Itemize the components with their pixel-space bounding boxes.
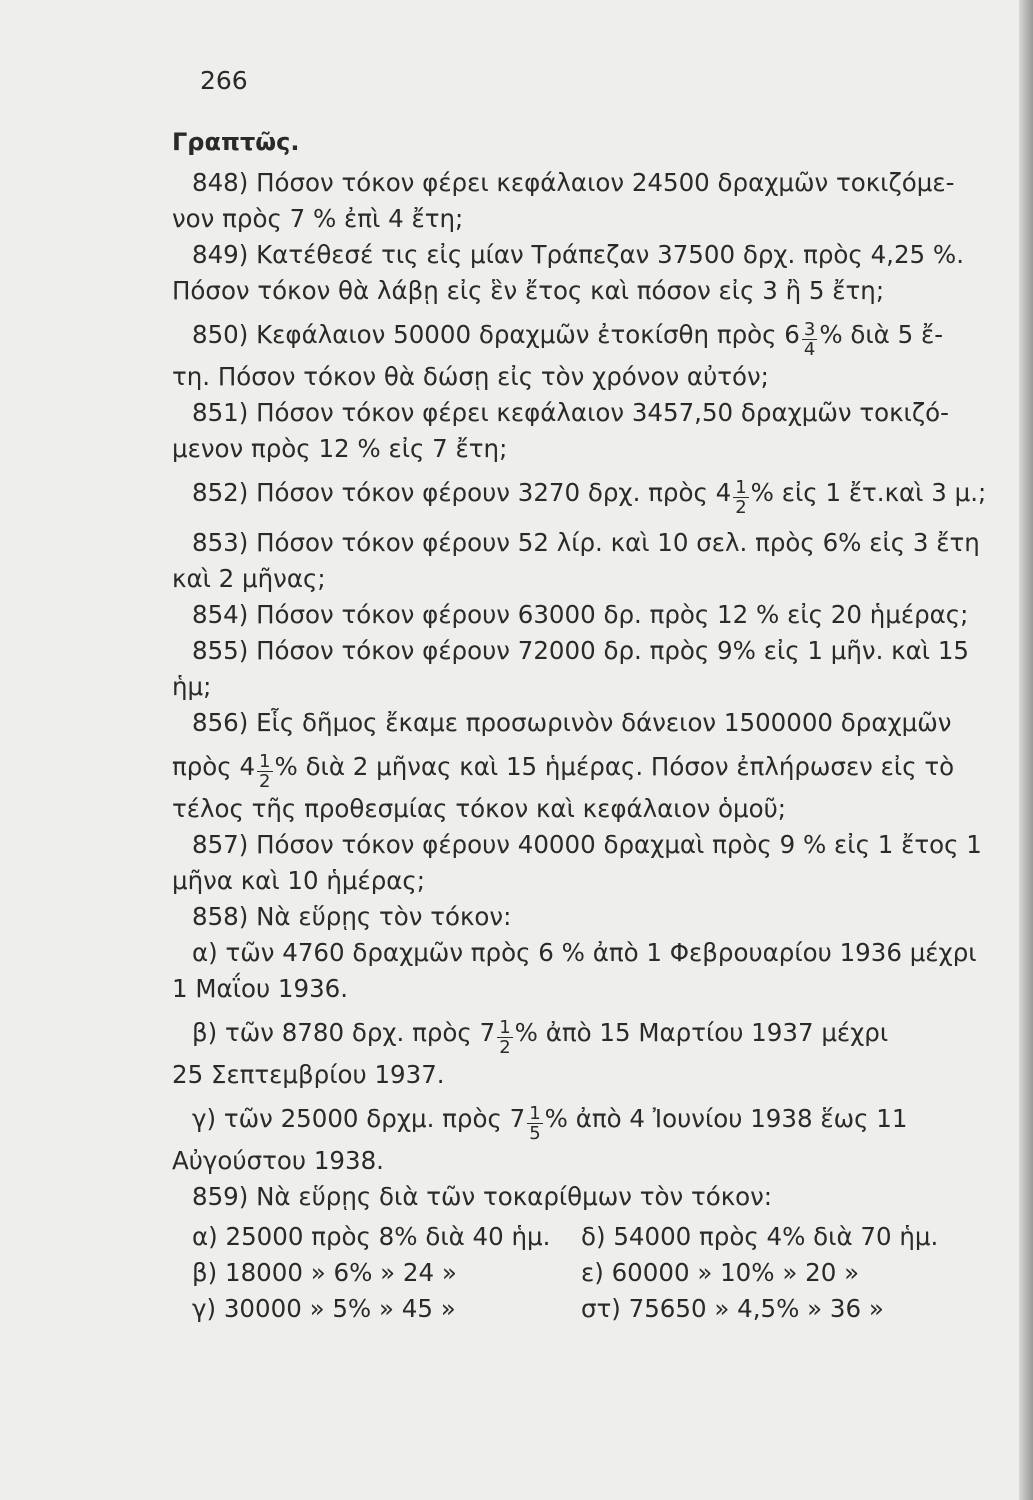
- fraction-one-fifth: $\frac{1}{5}$: [529, 1103, 541, 1144]
- fraction-one-half: $\frac{1}{2}$: [259, 751, 271, 792]
- exercise-848-cont: νον πρὸς 7 % ἐπὶ 4 ἔτη;: [172, 204, 464, 233]
- exercise-852: 852) Πόσον τόκον φέρουν 3270 δρχ. πρὸς 4 $\frac{1}{2}$ % εἰς 1 ἔτ.καὶ 3 μ.;: [192, 477, 987, 518]
- section-heading: Γραπτῶς.: [172, 128, 300, 156]
- exercise-857: 857) Πόσον τόκον φέρουν 40000 δραχμαὶ πρὸς 9 % εἰς 1 ἔτος 1: [192, 830, 982, 859]
- exercise-851: 851) Πόσον τόκον φέρει κεφάλαιον 3457,50 δραχμῶν τοκιζό-: [192, 398, 949, 427]
- exercise-859: 859) Νὰ εὕρῃς διὰ τῶν τοκαρίθμων τὸν τόκον:: [192, 1182, 773, 1211]
- exercise-857-cont: μῆνα καὶ 10 ἡμέρας;: [172, 866, 426, 895]
- exercise-853-cont: καὶ 2 μῆνας;: [172, 564, 326, 593]
- exercise-850-cont: τη. Πόσον τόκον θὰ δώσῃ εἰς τὸν χρόνον αὐτόν;: [172, 362, 769, 391]
- exercise-858: 858) Νὰ εὕρῃς τὸν τόκον:: [192, 902, 512, 931]
- exercise-849: 849) Κατέθεσέ τις εἰς μίαν Τράπεζαν 37500 δρχ. πρὸς 4,25 %.: [192, 240, 964, 269]
- table-cell: ε) 60000 » 10% » 20 »: [581, 1258, 860, 1287]
- table-row: [172, 1219, 990, 1255]
- table-cell: γ) 30000 » 5% » 45 »: [192, 1294, 456, 1323]
- exercise-856: 856) Εἷς δῆμος ἔκαμε προσωρινὸν δάνειον 1500000 δραχμῶν: [192, 708, 952, 737]
- table-cell: δ) 54000 πρὸς 4% διὰ 70 ἡμ.: [581, 1222, 939, 1251]
- exercise-850: 850) Κεφάλαιον 50000 δραχμῶν ἐτοκίσθη πρὸς 6 $\frac{3}{4}$ % διὰ 5 ἔ-: [192, 319, 944, 360]
- exercise-858-beta: β) τῶν 8780 δρχ. πρὸς 7 $\frac{1}{2}$ % ἀπὸ 15 Μαρτίου 1937 μέχρι: [192, 1017, 889, 1058]
- exercise-853: 853) Πόσον τόκον φέρουν 52 λίρ. καὶ 10 σελ. πρὸς 6% εἰς 3 ἔτη: [192, 528, 980, 557]
- table-row: [172, 1291, 990, 1327]
- fraction-one-half: $\frac{1}{2}$: [735, 477, 747, 518]
- exercise-856-cont: πρὸς 4 $\frac{1}{2}$ % διὰ 2 μῆνας καὶ 15 ἡμέρας. Πόσον ἐπλήρωσεν εἰς τὸ: [172, 751, 955, 792]
- exercise-856-cont2: τέλος τῆς προθεσμίας τόκον καὶ κεφάλαιον ὁμοῦ;: [172, 794, 787, 823]
- exercise-855: 855) Πόσον τόκον φέρουν 72000 δρ. πρὸς 9% εἰς 1 μῆν. καὶ 15 ἡμ;: [172, 636, 970, 701]
- page-edge-shadow: [1019, 0, 1033, 1500]
- exercise-859-table: [172, 1219, 990, 1327]
- exercise-849-cont: Πόσον τόκον θὰ λάβῃ εἰς ἓν ἔτος καὶ πόσον εἰς 3 ἢ 5 ἔτη;: [172, 276, 885, 305]
- fraction-three-quarters: $\frac{3}{4}$: [803, 319, 816, 360]
- exercise-858-alpha: α) τῶν 4760 δραχμῶν πρὸς 6 % ἀπὸ 1 Φεβρουαρίου 1936 μέχρι: [192, 938, 977, 967]
- exercise-858-gamma: γ) τῶν 25000 δρχμ. πρὸς 7 $\frac{1}{5}$ % ἀπὸ 4 Ἰουνίου 1938 ἕως 11: [192, 1103, 908, 1144]
- exercise-854: 854) Πόσον τόκον φέρουν 63000 δρ. πρὸς 12 % εἰς 20 ἡμέρας;: [192, 600, 969, 629]
- exercise-858-beta-cont: 25 Σεπτεμβρίου 1937.: [172, 1060, 445, 1089]
- exercise-858-alpha-cont: 1 Μαΐου 1936.: [172, 974, 349, 1003]
- exercise-list: [172, 165, 990, 1327]
- exercise-858-gamma-cont: Αὐγούστου 1938.: [172, 1146, 384, 1175]
- exercise-848: 848) Πόσον τόκον φέρει κεφάλαιον 24500 δραχμῶν τοκιζόμε-: [192, 168, 955, 197]
- table-cell: β) 18000 » 6% » 24 »: [192, 1258, 457, 1287]
- table-cell: στ) 75650 » 4,5% » 36 »: [581, 1294, 884, 1323]
- page-number: 266: [200, 66, 248, 95]
- fraction-one-half: $\frac{1}{2}$: [499, 1017, 511, 1058]
- table-cell: α) 25000 πρὸς 8% διὰ 40 ἡμ.: [192, 1222, 551, 1251]
- table-row: [172, 1255, 990, 1291]
- exercise-851-cont: μενον πρὸς 12 % εἰς 7 ἔτη;: [172, 434, 508, 463]
